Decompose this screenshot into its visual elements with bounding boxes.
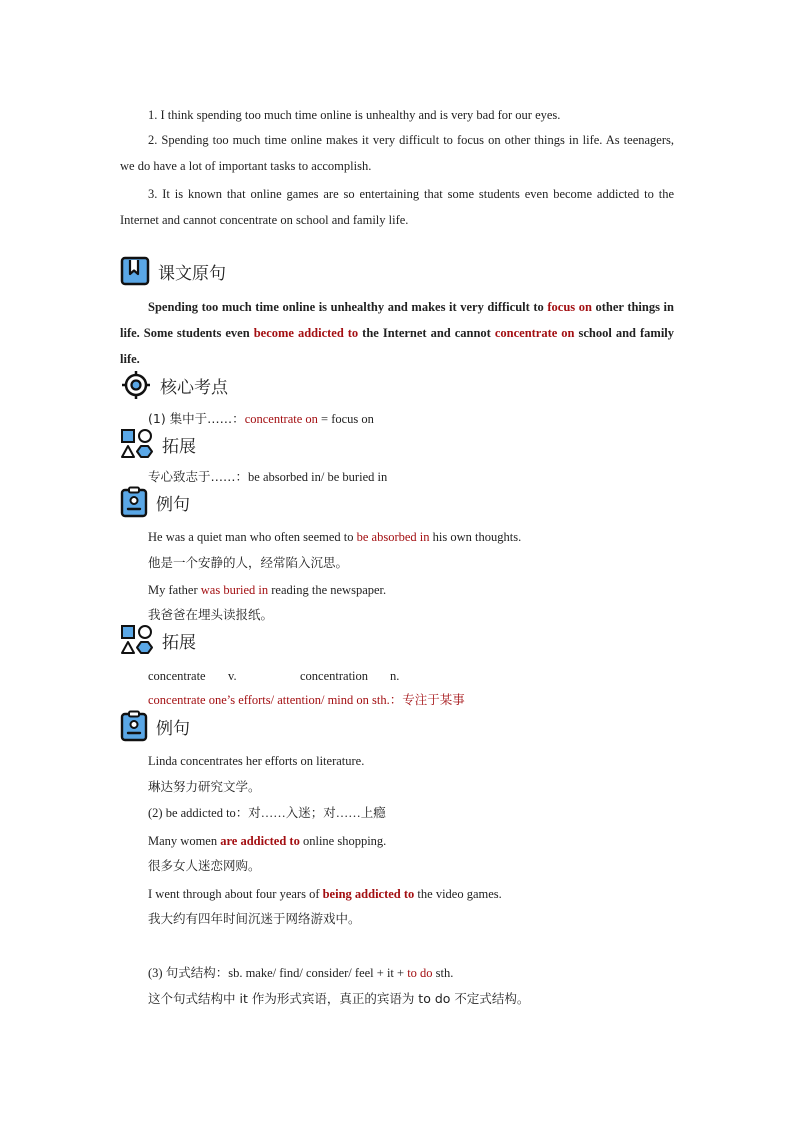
- section-heading-text: [120, 256, 226, 286]
- example-text: Many women: [148, 834, 221, 848]
- example-2-translation-1: 琳达努力研究文学。: [148, 779, 261, 794]
- example-highlight: was buried in: [200, 583, 269, 597]
- section-heading-label: 拓展: [162, 632, 196, 653]
- section-heading-expand-2: [120, 624, 196, 656]
- passage-part-1: Spending too much time online is unhealthy and makes it very difficult to: [148, 300, 548, 314]
- example-text: the video games.: [414, 887, 502, 901]
- example-highlight: are addicted to: [220, 834, 300, 848]
- core-item-3-post: sth.: [432, 966, 454, 980]
- intro-paragraph-1: 1. I think spending too much time online is unhealthy and is very bad for our eyes.: [148, 108, 561, 122]
- section-heading-label: 核心考点: [160, 377, 228, 398]
- example-highlight: be absorbed in: [356, 530, 430, 544]
- passage-part-2: other things in life. Some students even: [120, 300, 674, 340]
- example-text: his own thoughts.: [429, 530, 522, 544]
- text-passage: [120, 294, 674, 372]
- example-text: I went through about four years of: [148, 887, 323, 901]
- section-heading-label: 例句: [156, 718, 190, 739]
- word-concentration: concentration: [300, 669, 369, 683]
- section-heading-expand-1: [120, 428, 196, 460]
- core-item-1-pre: (1) 集中于……：: [148, 411, 245, 426]
- section-heading-core: [120, 370, 228, 400]
- passage-part-4: school and family life.: [120, 326, 675, 366]
- example-2-translation-3: 我大约有四年时间沉迷于网络游戏中。: [148, 911, 361, 926]
- passage-highlight-become-addicted-to: become addicted to: [253, 326, 359, 340]
- example-1-sentence-2: [148, 582, 386, 598]
- passage-highlight-focus-on: focus on: [547, 300, 592, 314]
- example-text: He was a quiet man who often seemed to: [148, 530, 357, 544]
- example-text: reading the newspaper.: [268, 583, 387, 597]
- intro-paragraph-3: 3. It is known that online games are so entertaining that some students even become addicted to the Internet and cannot concentrate on school and family life.: [120, 187, 674, 227]
- intro-paragraph-2: 2. Spending too much time online makes it very difficult to focus on other things in life. As teenagers, we do have a lot of important tasks to accomplish.: [120, 133, 674, 173]
- example-highlight: being addicted to: [322, 887, 415, 901]
- section-heading-label: 例句: [156, 494, 190, 515]
- expand-2-phrase: [148, 692, 465, 708]
- phrase-meaning: ：专注于某事: [389, 692, 465, 707]
- example-2-sentence-2: [148, 833, 386, 849]
- expand-1-en: be absorbed in/ be buried in: [248, 470, 388, 484]
- example-text: online shopping.: [299, 834, 387, 848]
- expand-1-text: [148, 469, 387, 485]
- section-heading-label: 课文原句: [158, 263, 226, 284]
- shapes-icon: [120, 624, 154, 656]
- example-1-translation-2: 我爸爸在埋头读报纸。: [148, 607, 274, 622]
- phrase-highlight: concentrate one’s efforts/ attention/ mind on sth.: [148, 693, 390, 707]
- clipboard-icon: [120, 710, 148, 742]
- core-item-2: (2) be addicted to：对……入迷；对……上瘾: [148, 806, 386, 820]
- core-item-3-red: to do: [407, 966, 433, 980]
- section-heading-example-2: [120, 710, 190, 742]
- core-item-3-explanation: 这个句式结构中 it 作为形式宾语，真正的宾语为 to do 不定式结构。: [148, 991, 530, 1006]
- word-concentrate-pos: v.: [228, 669, 237, 683]
- core-item-1: [148, 411, 374, 427]
- example-1-sentence-1: [148, 529, 521, 545]
- core-item-3: [148, 965, 453, 981]
- word-concentration-pos: n.: [390, 669, 400, 683]
- expand-1-cn: 专心致志于……：: [148, 469, 249, 484]
- word-concentrate: concentrate: [148, 669, 206, 683]
- example-2-translation-2: 很多女人迷恋网购。: [148, 858, 261, 873]
- section-heading-example-1: [120, 486, 190, 518]
- example-2-sentence-3: [148, 886, 502, 902]
- section-heading-label: 拓展: [162, 436, 196, 457]
- core-item-1-post: = focus on: [317, 412, 374, 426]
- example-text: My father: [148, 583, 201, 597]
- bookmark-icon: [120, 256, 150, 286]
- passage-part-3: the Internet and cannot: [358, 326, 495, 340]
- clipboard-icon: [120, 486, 148, 518]
- shapes-icon: [120, 428, 154, 460]
- core-item-1-red: concentrate on: [244, 412, 318, 426]
- example-2-sentence-1: Linda concentrates her efforts on literature.: [148, 754, 365, 768]
- example-1-translation-1: 他是一个安静的人，经常陷入沉思。: [148, 555, 349, 570]
- target-icon: [120, 370, 152, 400]
- core-item-3-pre: (3) 句式结构：sb. make/ find/ consider/ feel + it +: [148, 966, 408, 980]
- passage-highlight-concentrate-on: concentrate on: [494, 326, 575, 340]
